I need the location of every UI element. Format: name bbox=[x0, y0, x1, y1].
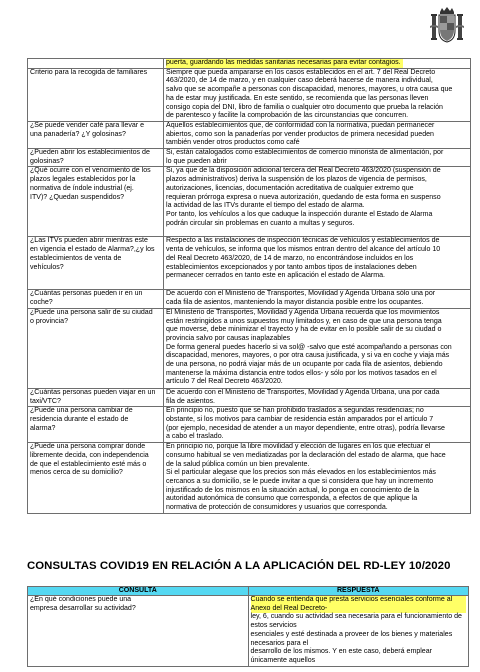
spanish-coat-of-arms-icon bbox=[430, 6, 464, 44]
question-line: una panadería? ¿Y golosinas? bbox=[30, 130, 126, 138]
answer-line: salvo que se acompañe a personas con discapacidad, menores, mayores, u otra causa que bbox=[166, 86, 453, 94]
answer-line: ley, 6, cuando su actividad sea necesaria para el funcionamiento de estos servicios bbox=[250, 613, 462, 630]
answer-line: Respecto a las instalaciones de inspección técnicas de vehículos y establecimientos de bbox=[166, 237, 440, 245]
question-line: o provincia? bbox=[30, 317, 68, 325]
answer-line: de la salud pública común un bien prevalente. bbox=[166, 460, 310, 468]
answer-line: Aquellos establecimientos que, de conformidad con la normativa, puedan permanecer bbox=[166, 121, 435, 129]
table-row bbox=[28, 59, 471, 69]
answer-line: a cabo el traslado. bbox=[166, 433, 224, 441]
answer-cell bbox=[164, 443, 471, 514]
answer-line: están restringidos a unos supuestos muy limitados y, en caso de que una persona tenga bbox=[166, 317, 442, 325]
answer-line: de parentesco y facilite la comprobación de las circunstancias que concurren. bbox=[166, 112, 409, 120]
question-line: de que el establecimiento esté más o bbox=[30, 460, 147, 468]
table-row bbox=[28, 388, 471, 406]
answer-line: permanecer cerrados en tanto este en aplicación el estado de Alarma. bbox=[166, 272, 385, 280]
question-cell bbox=[28, 167, 164, 237]
question-line: plazos legales establecidos por la bbox=[30, 176, 136, 184]
question-cell bbox=[28, 149, 164, 167]
answer-line: fila de asientos. bbox=[166, 397, 215, 405]
answer-line: desarrollo de los mismos. Y en este caso, deberá emplear únicamente aquellos bbox=[250, 648, 432, 664]
answer-line: plazos administrativos) deriva la suspensión de los plazos de vigencia de permisos, bbox=[166, 176, 427, 184]
answer-line: establecimientos excepcionados y por tanto ambos tipos de instalaciones deben bbox=[166, 263, 417, 271]
answer-line: cada fila de asientos, manteniendo la mayor distancia posible entre los ocupantes. bbox=[166, 299, 424, 307]
answer-line: requieran prórroga expresa o nueva autorización, quedando de esta forma en suspenso bbox=[166, 193, 441, 201]
faq-table bbox=[27, 58, 471, 514]
question-cell bbox=[28, 443, 164, 514]
answer-cell bbox=[164, 308, 471, 388]
question-line: establecimientos de venta de bbox=[30, 254, 122, 262]
answer-line: injustificado de los mismos en la situación actual, lo ponga en conocimiento de la bbox=[166, 486, 420, 494]
table-header-row bbox=[28, 587, 469, 596]
question-line: ¿Qué ocurre con el vencimiento de los bbox=[30, 167, 151, 175]
table-row bbox=[28, 68, 471, 121]
question-cell bbox=[28, 596, 249, 667]
answer-line: esenciales y esté destinada a proveer de los bienes y materiales necesarios para el bbox=[250, 630, 453, 647]
table-row bbox=[28, 443, 471, 514]
question-cell bbox=[28, 68, 164, 121]
answer-line: autoridad autonómica de consumo que corresponda, a efectos de que aplique la bbox=[166, 495, 418, 503]
answer-line: consumo habitual se ven mediatizadas por la declaración del estado de alarma, que hace bbox=[166, 451, 446, 459]
answer-line: ha de estar muy justificada. En este sentido, se recomienda que las personas lleven bbox=[166, 94, 429, 102]
question-line: ¿Se puede vender café para llevar e bbox=[30, 121, 144, 129]
answer-line: Si, están catalogados como establecimientos de comercio minorista de alimentación, por bbox=[166, 149, 444, 157]
answer-line: El Ministerio de Transportes, Movilidad y Agenda Urbana recuerda que los movimientos bbox=[166, 308, 440, 316]
answer-cell bbox=[164, 167, 471, 237]
question-line: coche? bbox=[30, 299, 53, 307]
answer-line: que moverse, debe minimizar el trayecto y ha de evitar en lo posible salir de su ciudad o bbox=[166, 326, 442, 334]
question-line: normativa de índole industrial (ej. bbox=[30, 184, 134, 192]
answer-line: mantenerse la máxima distancia entre todos ellos- y sólo por los motivos tasados en el bbox=[166, 369, 437, 377]
table-row bbox=[28, 237, 471, 290]
question-line: ¿Puede una persona salir de su ciudad bbox=[30, 308, 153, 316]
consultas-table bbox=[27, 586, 469, 667]
answer-line: podrán circular sin problemas en cuanto a multas y seguros. bbox=[166, 219, 355, 227]
question-line: ¿Cuántas personas pueden viajar en un bbox=[30, 388, 156, 396]
question-line: taxi/VTC? bbox=[30, 397, 61, 405]
answer-line: Cuando se entienda que presta servicios esenciales conforme al Anexo del Real Decreto- bbox=[251, 596, 467, 613]
question-line: golosinas? bbox=[30, 157, 64, 165]
question-cell bbox=[28, 59, 164, 69]
answer-cell bbox=[164, 68, 471, 121]
question-cell bbox=[28, 237, 164, 290]
answer-cell bbox=[164, 388, 471, 406]
answer-line: normativa de protección de consumidores y usuarios que corresponda. bbox=[166, 504, 388, 512]
table-row bbox=[28, 308, 471, 388]
answer-cell bbox=[164, 121, 471, 148]
answer-line: consigo copia del DNI, libro de familia o cualquier otro documento que prueba la relación bbox=[166, 103, 443, 111]
answer-line: Por tanto, los vehículos a los que caduque la inspección durante el Estado de Alarma bbox=[166, 210, 433, 218]
answer-line: De acuerdo con el Ministerio de Transportes, Movilidad y Agenda Urbana sólo una por bbox=[166, 290, 436, 298]
table-row bbox=[28, 149, 471, 167]
answer-cell bbox=[164, 290, 471, 308]
answer-line: también vender otros productos como café bbox=[166, 139, 300, 147]
question-line: ¿En qué condiciones puede una bbox=[30, 596, 132, 603]
answer-line: la actividad de las ITVs durante el tiempo del estado de alarma. bbox=[166, 202, 365, 210]
answer-line: cercanos a su domicilio, se le puede invitar a que si considera que hay un incremento bbox=[166, 478, 434, 486]
answer-line: autorizaciones, licencias, documentación acreditativa de cualquier extremo que bbox=[166, 184, 414, 192]
question-line: ¿Puede una persona comprar donde bbox=[30, 443, 146, 451]
section-heading: CONSULTAS COVID19 EN RELACIÓN A LA APLICACIÓN DEL RD-LEY 10/2020 bbox=[27, 560, 451, 572]
question-cell bbox=[28, 388, 164, 406]
answer-cell bbox=[248, 596, 469, 667]
answer-cell bbox=[164, 149, 471, 167]
answer-line: De forma general puedes hacerlo si va sol@ -salvo que esté acompañando a personas con bbox=[166, 343, 452, 351]
table-row bbox=[28, 290, 471, 308]
answer-cell bbox=[164, 407, 471, 443]
header-respuesta: RESPUESTA bbox=[248, 587, 469, 596]
answer-line: Siempre que pueda ampararse en los casos establecidos en el art. 7 del Real Decreto bbox=[166, 68, 436, 76]
table-row bbox=[28, 167, 471, 237]
answer-line: obstante, si los motivos para cambiar de residencia están amparados por el artículo 7 bbox=[166, 415, 434, 423]
question-cell bbox=[28, 308, 164, 388]
answer-line: (por ejemplo, necesidad de atender a un mayor dependiente, entre otras), podría llevarse bbox=[166, 424, 445, 432]
question-line: residencia durante el estado de bbox=[30, 415, 129, 423]
question-cell bbox=[28, 407, 164, 443]
answer-line: 463/2020, de 14 de marzo, y en cualquier caso deberá hacerse de manera individual, bbox=[166, 77, 433, 85]
question-line: empresa desarrollar su actividad? bbox=[30, 604, 136, 612]
question-line: ¿Las ITVs pueden abrir mientras este bbox=[30, 237, 148, 245]
answer-line: del Real Decreto 463/2020, de 14 de marzo, no encontrándose incluidos en los bbox=[166, 254, 414, 262]
question-line: ¿Pueden abrir los establecimientos de bbox=[30, 149, 150, 157]
question-line: vehículos? bbox=[30, 263, 64, 271]
answer-line: Si el particular alegase que los precios son más elevados en los establecimientos más bbox=[166, 469, 436, 477]
answer-line: En principio no, puesto que se han prohibido traslados a segundas residencias; no bbox=[166, 407, 424, 415]
question-cell bbox=[28, 290, 164, 308]
answer-line: artículo 7 del Real Decreto 463/2020. bbox=[166, 378, 283, 386]
question-cell bbox=[28, 121, 164, 148]
answer-line: puerta, guardando las medidas sanitarias necesarias para evitar contagios. bbox=[166, 59, 401, 66]
answer-line: provincia salvo por causas inaplazables bbox=[166, 334, 291, 342]
question-line: libremente decida, con independencia bbox=[30, 451, 149, 459]
header-consulta: CONSULTA bbox=[28, 587, 249, 596]
answer-line: discapacidad, menores, mayores, o por otra causa justificada, y si va en coche y viaja más bbox=[166, 352, 450, 360]
answer-line: Si, ya que de la disposición adicional tercera del Real Decreto 463/2020 (suspensión de bbox=[166, 167, 441, 175]
answer-cell bbox=[164, 59, 471, 69]
question-line: menos cerca de su domicilio? bbox=[30, 469, 123, 477]
answer-line: venta de vehículos, se informa que los mismos entran dentro del alcance del artículo 10 bbox=[166, 246, 441, 254]
answer-cell bbox=[164, 237, 471, 290]
answer-line: abiertos, como son la panaderías por vender productos de primera necesidad pueden bbox=[166, 130, 434, 138]
question-line: Criterio para la recogida de familiares bbox=[30, 68, 148, 76]
table-row bbox=[28, 596, 469, 667]
answer-line: De acuerdo con el Ministerio de Transportes, Movilidad y Agenda Urbana, una por cada bbox=[166, 388, 440, 396]
table-row bbox=[28, 121, 471, 148]
answer-line: lo que pueden abrir bbox=[166, 157, 227, 165]
question-line: ¿Cuántas personas pueden ir en un bbox=[30, 290, 143, 298]
answer-line: de una persona, no podrá viajar más de un ocupante por cada fila de asientos, debiendo bbox=[166, 361, 443, 369]
question-line: ITV)? ¿Quedan suspendidos? bbox=[30, 193, 125, 201]
question-line: en vigencia el estado de Alarma?,¿y los bbox=[30, 246, 155, 254]
table-row bbox=[28, 407, 471, 443]
question-line: ¿Puede una persona cambiar de bbox=[30, 407, 133, 415]
answer-line: En principio no, porque la libre movilidad y elección de lugares en los que efectuar el bbox=[166, 443, 431, 451]
question-line: alarma? bbox=[30, 424, 56, 432]
